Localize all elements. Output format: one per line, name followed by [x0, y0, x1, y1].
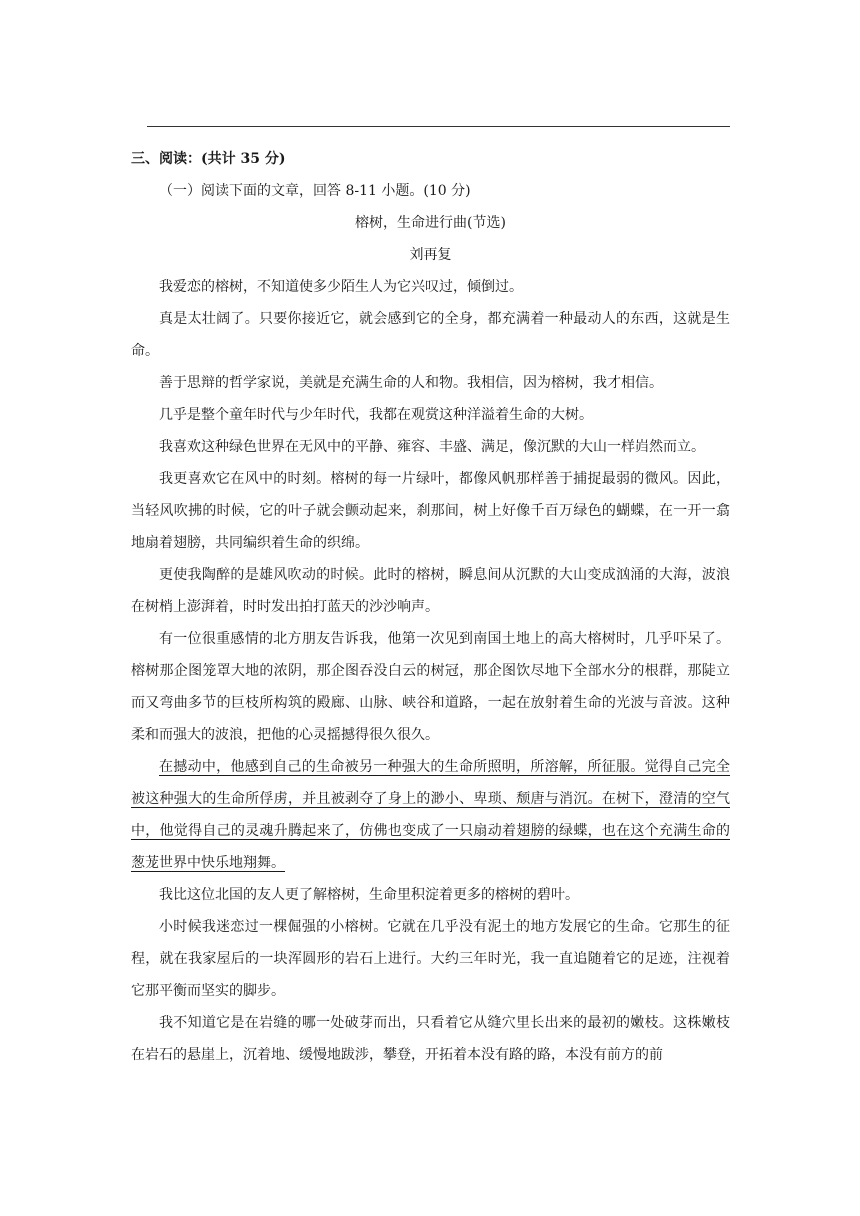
paragraph: 几乎是整个童年时代与少年时代，我都在观赏这种洋溢着生命的大树。	[159, 407, 593, 423]
paragraph: 我不知道它是在岩缝的哪一处破芽而出，只看着它从缝穴里长出来的最初的嫩枝。这株嫩枝在岩石的悬崖上，沉着地、缓慢地跋涉，攀登，开拓着本没有路的路，本没有前方的前	[131, 1015, 730, 1063]
paragraph: 我更喜欢它在风中的时刻。榕树的每一片绿叶，都像风帆那样善于捕捉最弱的微风。因此，当轻风吹拂的时候，它的叶子就会颤动起来，刹那间，树上好像千百万绿色的蝴蝶，在一开一翕地扇着翅膀，共同编织着生命的织绵。	[131, 471, 730, 551]
paragraph: 真是太壮阔了。只要你接近它，就会感到它的全身，都充满着一种最动人的东西，这就是生命。	[131, 311, 730, 359]
paragraph: 我爱恋的榕树，不知道使多少陌生人为它兴叹过，倾倒过。	[159, 279, 523, 295]
paragraph: 更使我陶醉的是雄风吹动的时候。此时的榕树，瞬息间从沉默的大山变成汹涌的大海，波浪在树梢上澎湃着，时时发出拍打蓝天的沙沙响声。	[131, 567, 730, 615]
reading-section	[131, 143, 730, 1071]
paragraph: 我比这位北国的友人更了解榕树，生命里积淀着更多的榕树的碧叶。	[159, 887, 579, 903]
section-title: 三、阅读：(共计 35 分)	[131, 151, 286, 167]
header-rule	[147, 126, 730, 127]
underlined-paragraph	[131, 751, 730, 879]
underlined-passage: 在撼动中，他感到自己的生命被另一种强大的生命所照明，所溶解，所征服。觉得自己完全被这种强大的生命所俘虏，并且被剥夺了身上的渺小、卑琐、颓唐与消沉。在树下，澄清的空气中，他觉得自己的灵魂升腾起来了，仿佛也变成了一只扇动着翅膀的绿蝶，也在这个充满生命的葱茏世界中快乐地翔舞。	[131, 759, 730, 871]
question-instruction: （一）阅读下面的文章，回答 8-11 小题。(10 分)	[159, 183, 471, 199]
paragraph: 我喜欢这种绿色世界在无风中的平静、雍容、丰盛、满足，像沉默的大山一样岿然而立。	[159, 439, 705, 455]
paragraph: 善于思辩的哲学家说，美就是充满生命的人和物。我相信，因为榕树，我才相信。	[159, 375, 663, 391]
paragraph: 小时候我迷恋过一棵倔强的小榕树。它就在几乎没有泥土的地方发展它的生命。它那生的征程，就在我家屋后的一块浑圆形的岩石上进行。大约三年时光，我一直追随着它的足迹，注视着它那平衡而坚实的脚步。	[131, 919, 730, 999]
article-title: 榕树，生命进行曲(节选)	[355, 215, 506, 231]
article-author: 刘再复	[409, 247, 452, 263]
paragraph: 有一位很重感情的北方朋友告诉我，他第一次见到南国土地上的高大榕树时，几乎吓呆了。榕树那企图笼罩大地的浓阴，那企图吞没白云的树冠，那企图饮尽地下全部水分的根群，那陡立而又弯曲多节的巨枝所构筑的殿廊、山脉、峡谷和道路，一起在放射着生命的光波与音波。这种柔和而强大的波浪，把他的心灵摇撼得很久很久。	[131, 631, 730, 743]
